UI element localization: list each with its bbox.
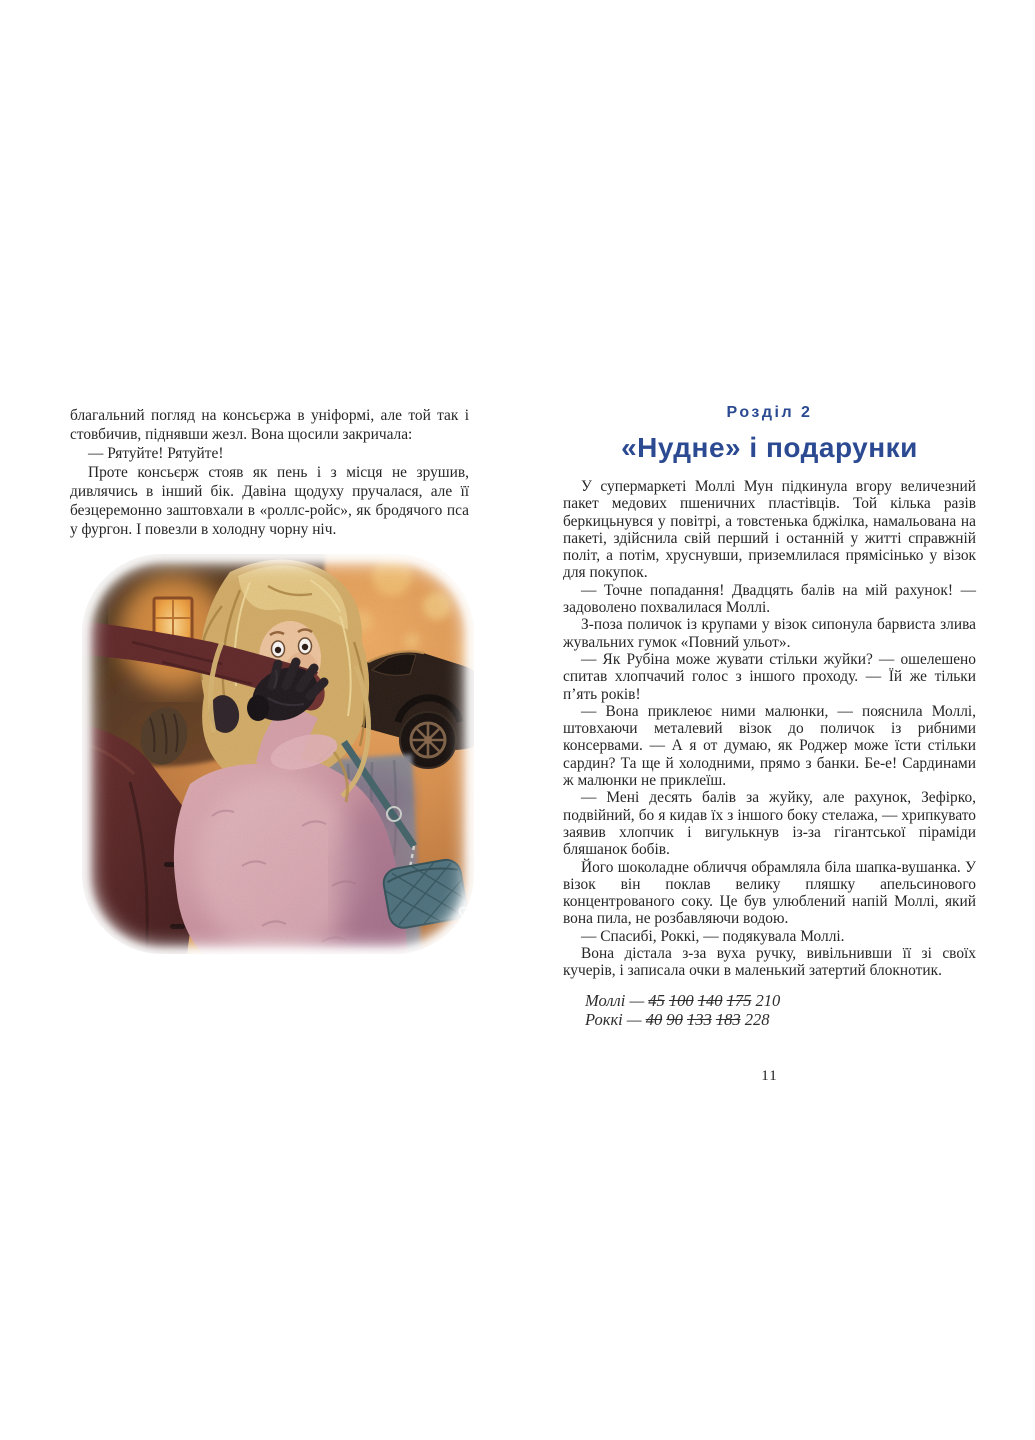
score-crossed-number: 183 [715,1010,741,1030]
illustration [72,546,484,964]
paragraph: Проте консьєрж стояв як пень і з місця не зрушив, дивлячись в інший бік. Давіна щодуху пручалася, але її безцеремонно заштовхали в «роллс-ройс», як бродячого пса у фургон. І повезли в холодну чорну ніч. [70,464,469,538]
left-page-paragraphs [70,406,469,539]
paragraph: — Рятуйте! Рятуйте! [88,445,224,462]
paragraph: — Вона приклеює ними малюнки, — пояснила Моллі, штовхаючи металевий візок до поличок із рибними консервами. — А я от думаю, як Роджер може їсти стільки сардин? Та ще й холодними, прямо з банки. Бе-е! Сардинами ж малюнки не приклеїш. [563,702,976,790]
paragraph: — Мені десять балів за жуйку, але рахунок, Зефірко, подвійний, бо я кидав їх з іншого боку стелажа, — хрипкувато заявив хлопчик і вигулькнув із-за гігантської піраміди бляшанок бобів. [563,789,976,859]
score-line [585,991,976,1011]
score-crossed-number: 90 [666,1010,683,1030]
paragraph: — Як Рубіна може жувати стільки жуйки? — ошелешено спитав хлопчачий голос з іншого проходу. — Їй же тільки п’ять років! [563,650,976,703]
paragraph: У супермаркеті Моллі Мун підкинула вгору величезний пакет медових пшеничних пластівців. Той кілька разів беркицьнувся у повітрі, а товстенька бджілка, намальована на пакеті, здійснила свій перший і останній у житті справжній політ, а потім, хруснувши, приземлилася прямісінько у візок для покупок. [563,478,976,582]
score-line [585,1010,976,1030]
illustration-drawing [72,546,484,964]
score-crossed-number: 133 [686,1010,712,1030]
score-crossed-number: 45 [648,990,665,1010]
score-crossed-number: 140 [697,990,723,1010]
paragraph: благальний погляд на консьєржа в уніформі, але той так і стовбичив, піднявши жезл. Вона щосили закричала: [70,407,469,443]
left-page-text-block [70,406,469,539]
score-name: Моллі — [585,990,649,1010]
score-crossed-number: 40 [645,1010,663,1030]
right-page-column [563,404,976,1085]
score-crossed-number: 175 [726,990,752,1010]
paragraph: Його шоколадне обличчя обрамляла біла шапка-вушанка. У візок він поклав велику пляшку апельсинового концентрованого соку. Це був улюблений напій Моллі, який вона пила, не розбавляючи водою. [563,858,976,928]
chapter-label: Розділ 2 [726,404,813,421]
paragraph: Вона дістала з-за вуха ручку, вивільнивши її зі своїх кучерів, і записала очки в маленький затертий блокнотик. [563,945,976,980]
score-final-number: 210 [755,990,781,1010]
score-name: Роккі — [585,1010,646,1030]
page-number: 11 [761,1067,778,1084]
chapter-title: «Нудне» і подарунки [621,432,918,463]
paragraph: З-поза поличок із крупами у візок сипонула барвиста злива жувальних гумок «Повний ульот». [563,616,976,651]
score-block [563,991,976,1030]
score-crossed-number: 100 [668,990,694,1010]
paragraph: — Точне попадання! Двадцять балів на мій рахунок! — задоволено похвалилася Моллі. [563,581,976,617]
paragraph: — Спасибі, Роккі, — подякувала Моллі. [581,927,845,945]
right-page-paragraphs [563,478,976,980]
score-final-number: 228 [744,1010,770,1030]
